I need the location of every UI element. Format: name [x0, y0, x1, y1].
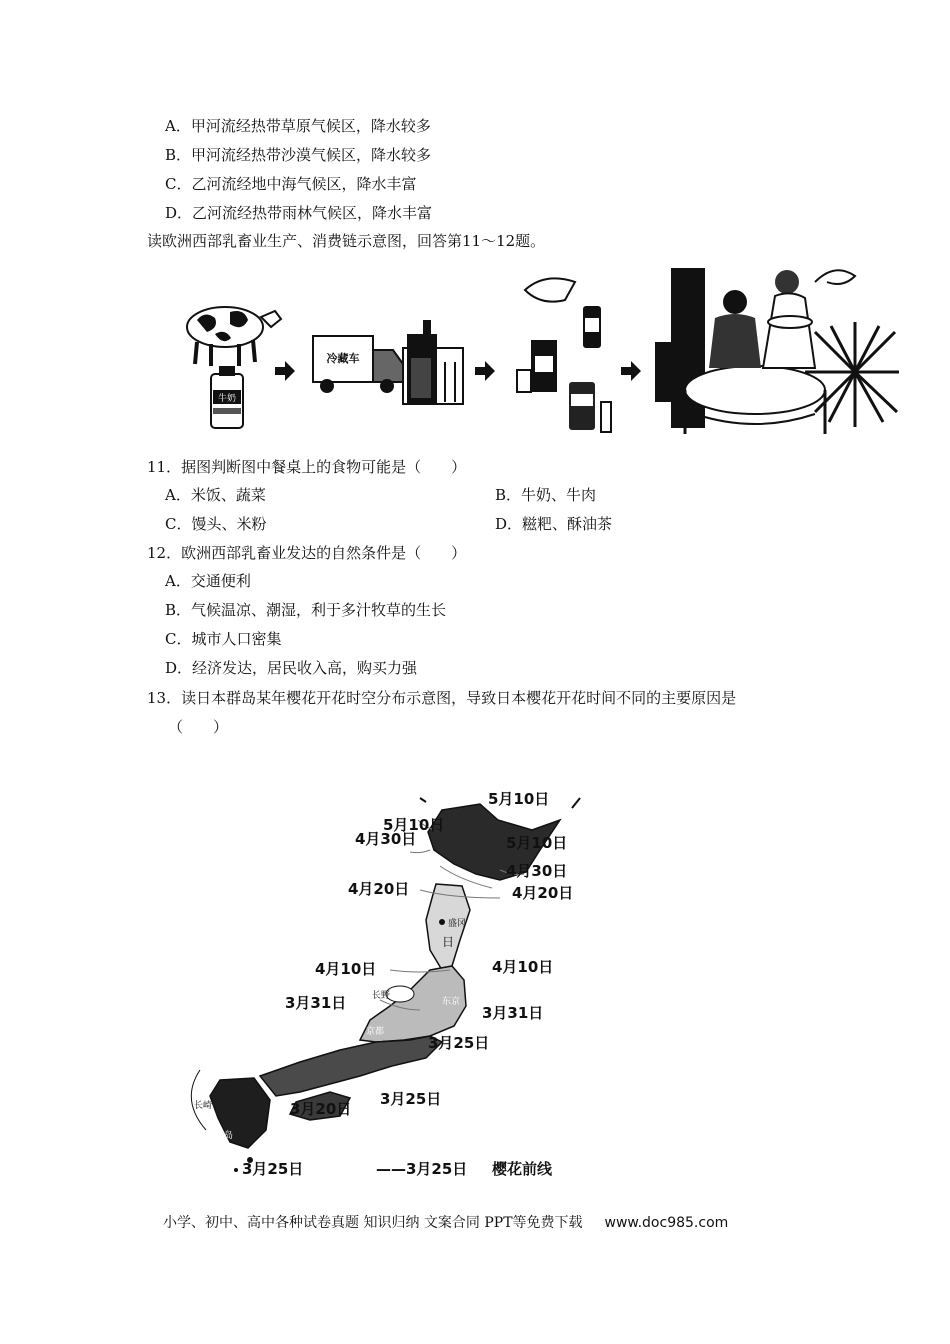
page-footer [163, 1212, 728, 1232]
date-label: 3月31日 [285, 994, 347, 1012]
date-label: 3月25日 [428, 1034, 490, 1052]
q12-option-d: D．经济发达，居民收入高，购买力强 [165, 659, 418, 677]
arrow-icon [275, 361, 295, 381]
date-label: 4月30日 [355, 830, 417, 848]
q12-option-c: C．城市人口密集 [165, 630, 282, 648]
q10-option-a: A．甲河流经热带草原气候区，降水较多 [165, 117, 431, 135]
q12-stem: 12．欧洲西部乳畜业发达的自然条件是（ ） [147, 544, 467, 562]
q13-stem: 13．读日本群岛某年樱花开花时空分布示意图，导致日本樱花开花时间不同的主要原因是 [147, 689, 737, 707]
dairy-chain-figure [175, 262, 900, 442]
q11-stem: 11．据图判断图中餐桌上的食物可能是（ ） [147, 458, 467, 476]
q11-option-a: A．米饭、蔬菜 [165, 486, 266, 504]
city-label-island: 岛 [224, 1131, 234, 1141]
arrow-icon [621, 361, 641, 381]
date-label: 4月20日 [348, 880, 410, 898]
arrow-icon [475, 361, 495, 381]
date-label: 4月20日 [512, 884, 574, 902]
dairy-factory-illustration [403, 320, 463, 404]
q10-option-d: D．乙河流经热带雨林气候区，降水丰富 [165, 204, 433, 222]
q11-option-c: C．馒头、米粉 [165, 515, 267, 533]
date-label: 3月31日 [482, 1004, 544, 1022]
q12-option-a: A．交通便利 [165, 572, 251, 590]
city-label-nagano: 长野 [372, 991, 391, 1001]
date-label: 5月10日 [506, 834, 568, 852]
q13-answer-blank: （ ） [168, 718, 229, 736]
sea-label: 日 [442, 935, 455, 949]
truck-label: 冷藏车 [326, 352, 360, 365]
milk-can-illustration [211, 366, 243, 428]
city-label-nagasaki: 长崎 [194, 1101, 213, 1111]
q11-option-b: B．牛奶、牛肉 [495, 486, 597, 504]
date-label: 5月10日 [488, 790, 550, 808]
date-label: 4月30日 [506, 862, 568, 880]
cow-illustration [187, 307, 281, 366]
legend-text: 樱花前线 [492, 1160, 553, 1178]
date-label: 3月25日 [380, 1090, 442, 1108]
q10-option-c: C．乙河流经地中海气候区，降水丰富 [165, 175, 417, 193]
dining-scene-illustration [655, 268, 899, 434]
city-label-morioka: 盛冈 [448, 919, 467, 929]
milk-can-label: 牛奶 [217, 394, 237, 404]
date-label: 5月10日 [383, 816, 445, 834]
footer-text: 小学、初中、高中各种试卷真题 知识归纳 文案合同 PPT等免费下载 [163, 1215, 583, 1231]
japan-sakura-map [180, 780, 600, 1185]
date-label: 3月25日 [242, 1160, 304, 1178]
date-label: 4月10日 [492, 958, 554, 976]
q12-option-b: B．气候温凉、潮湿，利于多汁牧草的生长 [165, 601, 447, 619]
honshu-west-shape [260, 1036, 442, 1096]
date-label: 4月10日 [315, 960, 377, 978]
city-label-kyoto: 京都 [366, 1027, 385, 1037]
date-label: 3月20日 [290, 1100, 352, 1118]
refrigerated-truck-illustration [313, 336, 403, 393]
q10-option-b: B．甲河流经热带沙漠气候区，降水较多 [165, 146, 432, 164]
legend-line: ——3月25日 [376, 1160, 468, 1178]
footer-url[interactable]: www.doc985.com [604, 1215, 729, 1231]
intro-11-12: 读欧洲西部乳畜业生产、消费链示意图，回答第11～12题。 [147, 232, 546, 250]
q11-option-d: D．糍粑、酥油茶 [495, 515, 613, 533]
kyushu-shape [210, 1078, 270, 1148]
dairy-products-illustration [517, 278, 611, 432]
city-label-tokyo: 东京 [442, 997, 461, 1007]
